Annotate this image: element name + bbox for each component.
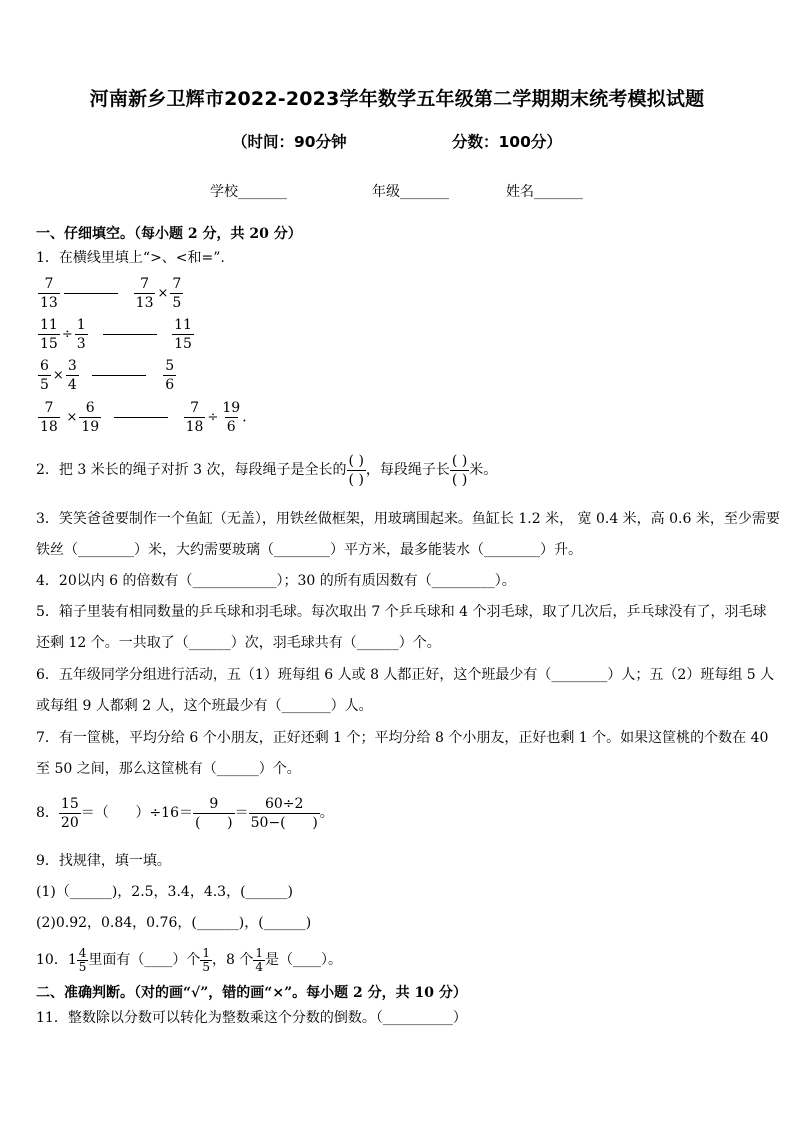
- question-5-line-2: 还剩 12 个。一共取了（______）次，羽毛球共有（______）个。: [36, 635, 441, 651]
- q1-row-3: [38, 357, 176, 394]
- fraction: $\frac{19}{6}$: [222, 400, 241, 435]
- answer-line[interactable]: [114, 417, 168, 418]
- q8-division: ＝（ ）÷16＝: [80, 805, 193, 821]
- question-3-line-1: 3．笑笑爸爸要制作一个鱼缸（无盖），用铁丝做框架，用玻璃围起来。鱼缸长 1.2 米， 宽 0.4 米，高 0.6 米，至少需要: [36, 511, 780, 527]
- fraction: $\frac{1}{3}$: [76, 317, 86, 352]
- fraction: $\frac{3}{4}$: [67, 358, 77, 393]
- fraction: $\frac{1}{4}$: [255, 945, 264, 974]
- question-9-sub-1: (1)（______)，2.5，3.4，4.3，(______): [36, 884, 294, 900]
- question-8: [36, 790, 334, 836]
- answer-fraction[interactable]: $\frac{9}{( )}$: [195, 795, 233, 831]
- q2-text-1: 2．把 3 米长的绳子对折 3 次，每段绳子是全长的: [36, 462, 347, 478]
- question-9-sub-2: (2)0.92，0.84，0.76，(______)，(______): [36, 915, 312, 931]
- q10-label: 10．: [36, 952, 68, 968]
- fraction: $\frac{4}{5}$: [78, 945, 87, 974]
- question-2: [36, 447, 497, 493]
- answer-line[interactable]: [64, 293, 118, 294]
- q1-row-4: [38, 399, 247, 436]
- q2-text-2: ，每段绳子长: [365, 462, 450, 478]
- question-6-line-1: 6．五年级同学分组进行活动，五（1）班每组 6 人或 8 人都正好，这个班最少有（________）人；五（2）班每组 5 人: [36, 667, 775, 683]
- question-4: 4．20以内 6 的倍数有（____________）；30 的所有质因数有（_________）。: [36, 573, 516, 589]
- question-9: 9．找规律，填一填。: [36, 853, 171, 869]
- fraction: $\frac{7}{18}$: [40, 400, 58, 435]
- fraction: $\frac{7}{13}$: [40, 276, 58, 311]
- operator: ÷: [61, 327, 73, 342]
- q10-text-2: ，8 个: [212, 952, 254, 968]
- answer-fraction[interactable]: $\frac{60\div 2}{50-( )}$: [250, 795, 318, 831]
- question-3-line-2: 铁丝（________）米，大约需要玻璃（________）平方米，最多能装水（________）升。: [36, 542, 582, 558]
- q2-text-3: 米。: [469, 462, 498, 478]
- question-7-line-2: 至 50 之间，那么这筐桃有（______）个。: [36, 761, 301, 777]
- period: .: [242, 409, 247, 426]
- mixed-whole: 1: [67, 952, 77, 968]
- operator: ÷: [207, 410, 219, 425]
- fraction: $\frac{15}{20}$: [60, 795, 79, 831]
- question-7-line-1: 7．有一筐桃，平均分给 6 个小朋友，正好还剩 1 个；平均分给 8 个小朋友，正好也剩 1 个。如果这筐桃的个数在 40: [36, 730, 769, 746]
- equals: ＝: [234, 805, 249, 821]
- operator: ×: [52, 368, 64, 383]
- exam-time: （时间：90分钟: [232, 133, 347, 151]
- q8-label: 8．: [36, 805, 59, 821]
- fraction: $\frac{1}{5}$: [202, 945, 211, 974]
- fraction: $\frac{7}{5}$: [172, 276, 182, 311]
- section-2-heading: 二、准确判断。（对的画“√”，错的画“×”。每小题 2 分，共 10 分）: [36, 985, 467, 1001]
- fraction: $\frac{5}{6}$: [165, 358, 175, 393]
- answer-fraction[interactable]: $\frac{( )}{( )}$: [348, 452, 364, 488]
- operator: ×: [66, 410, 78, 425]
- grade-field: 年级_______: [372, 184, 449, 200]
- question-11: 11．整数除以分数可以转化为整数乘这个分数的倒数。（__________）: [36, 1010, 467, 1026]
- fraction: $\frac{6}{19}$: [81, 400, 100, 435]
- section-1-heading: 一、仔细填空。（每小题 2 分，共 20 分）: [36, 226, 302, 242]
- question-5-line-1: 5．箱子里装有相同数量的乒乓球和羽毛球。每次取出 7 个乒乓球和 4 个羽毛球，取了几次后，乒乓球没有了，羽毛球: [36, 604, 767, 620]
- exam-score: 分数：100分）: [452, 133, 562, 151]
- operator: ×: [157, 286, 169, 301]
- fraction: $\frac{7}{13}$: [135, 276, 154, 311]
- answer-line[interactable]: [103, 334, 157, 335]
- question-10: [36, 944, 342, 976]
- q10-text-3: 是（____）。: [265, 952, 343, 968]
- fraction: $\frac{11}{15}$: [174, 317, 192, 352]
- page-title: 河南新乡卫辉市2022-2023学年数学五年级第二学期期末统考模拟试题: [89, 88, 705, 110]
- school-field: 学校_______: [210, 184, 287, 200]
- fraction: $\frac{6}{5}$: [40, 358, 49, 393]
- name-field: 姓名_______: [506, 184, 583, 200]
- q10-text-1: 里面有（____）个: [88, 952, 201, 968]
- q1-row-1: [38, 275, 183, 312]
- fraction: $\frac{7}{18}$: [185, 400, 204, 435]
- question-6-line-2: 或每组 9 人都剩 2 人，这个班最少有（_______）人。: [36, 698, 373, 714]
- fraction: $\frac{11}{15}$: [40, 317, 58, 352]
- answer-fraction[interactable]: $\frac{( )}{( )}$: [451, 452, 468, 488]
- q1-row-2: [38, 316, 194, 353]
- period: 。: [319, 805, 334, 821]
- question-1: 1．在横线里填上“>、<和=”.: [36, 250, 225, 266]
- answer-line[interactable]: [92, 375, 146, 376]
